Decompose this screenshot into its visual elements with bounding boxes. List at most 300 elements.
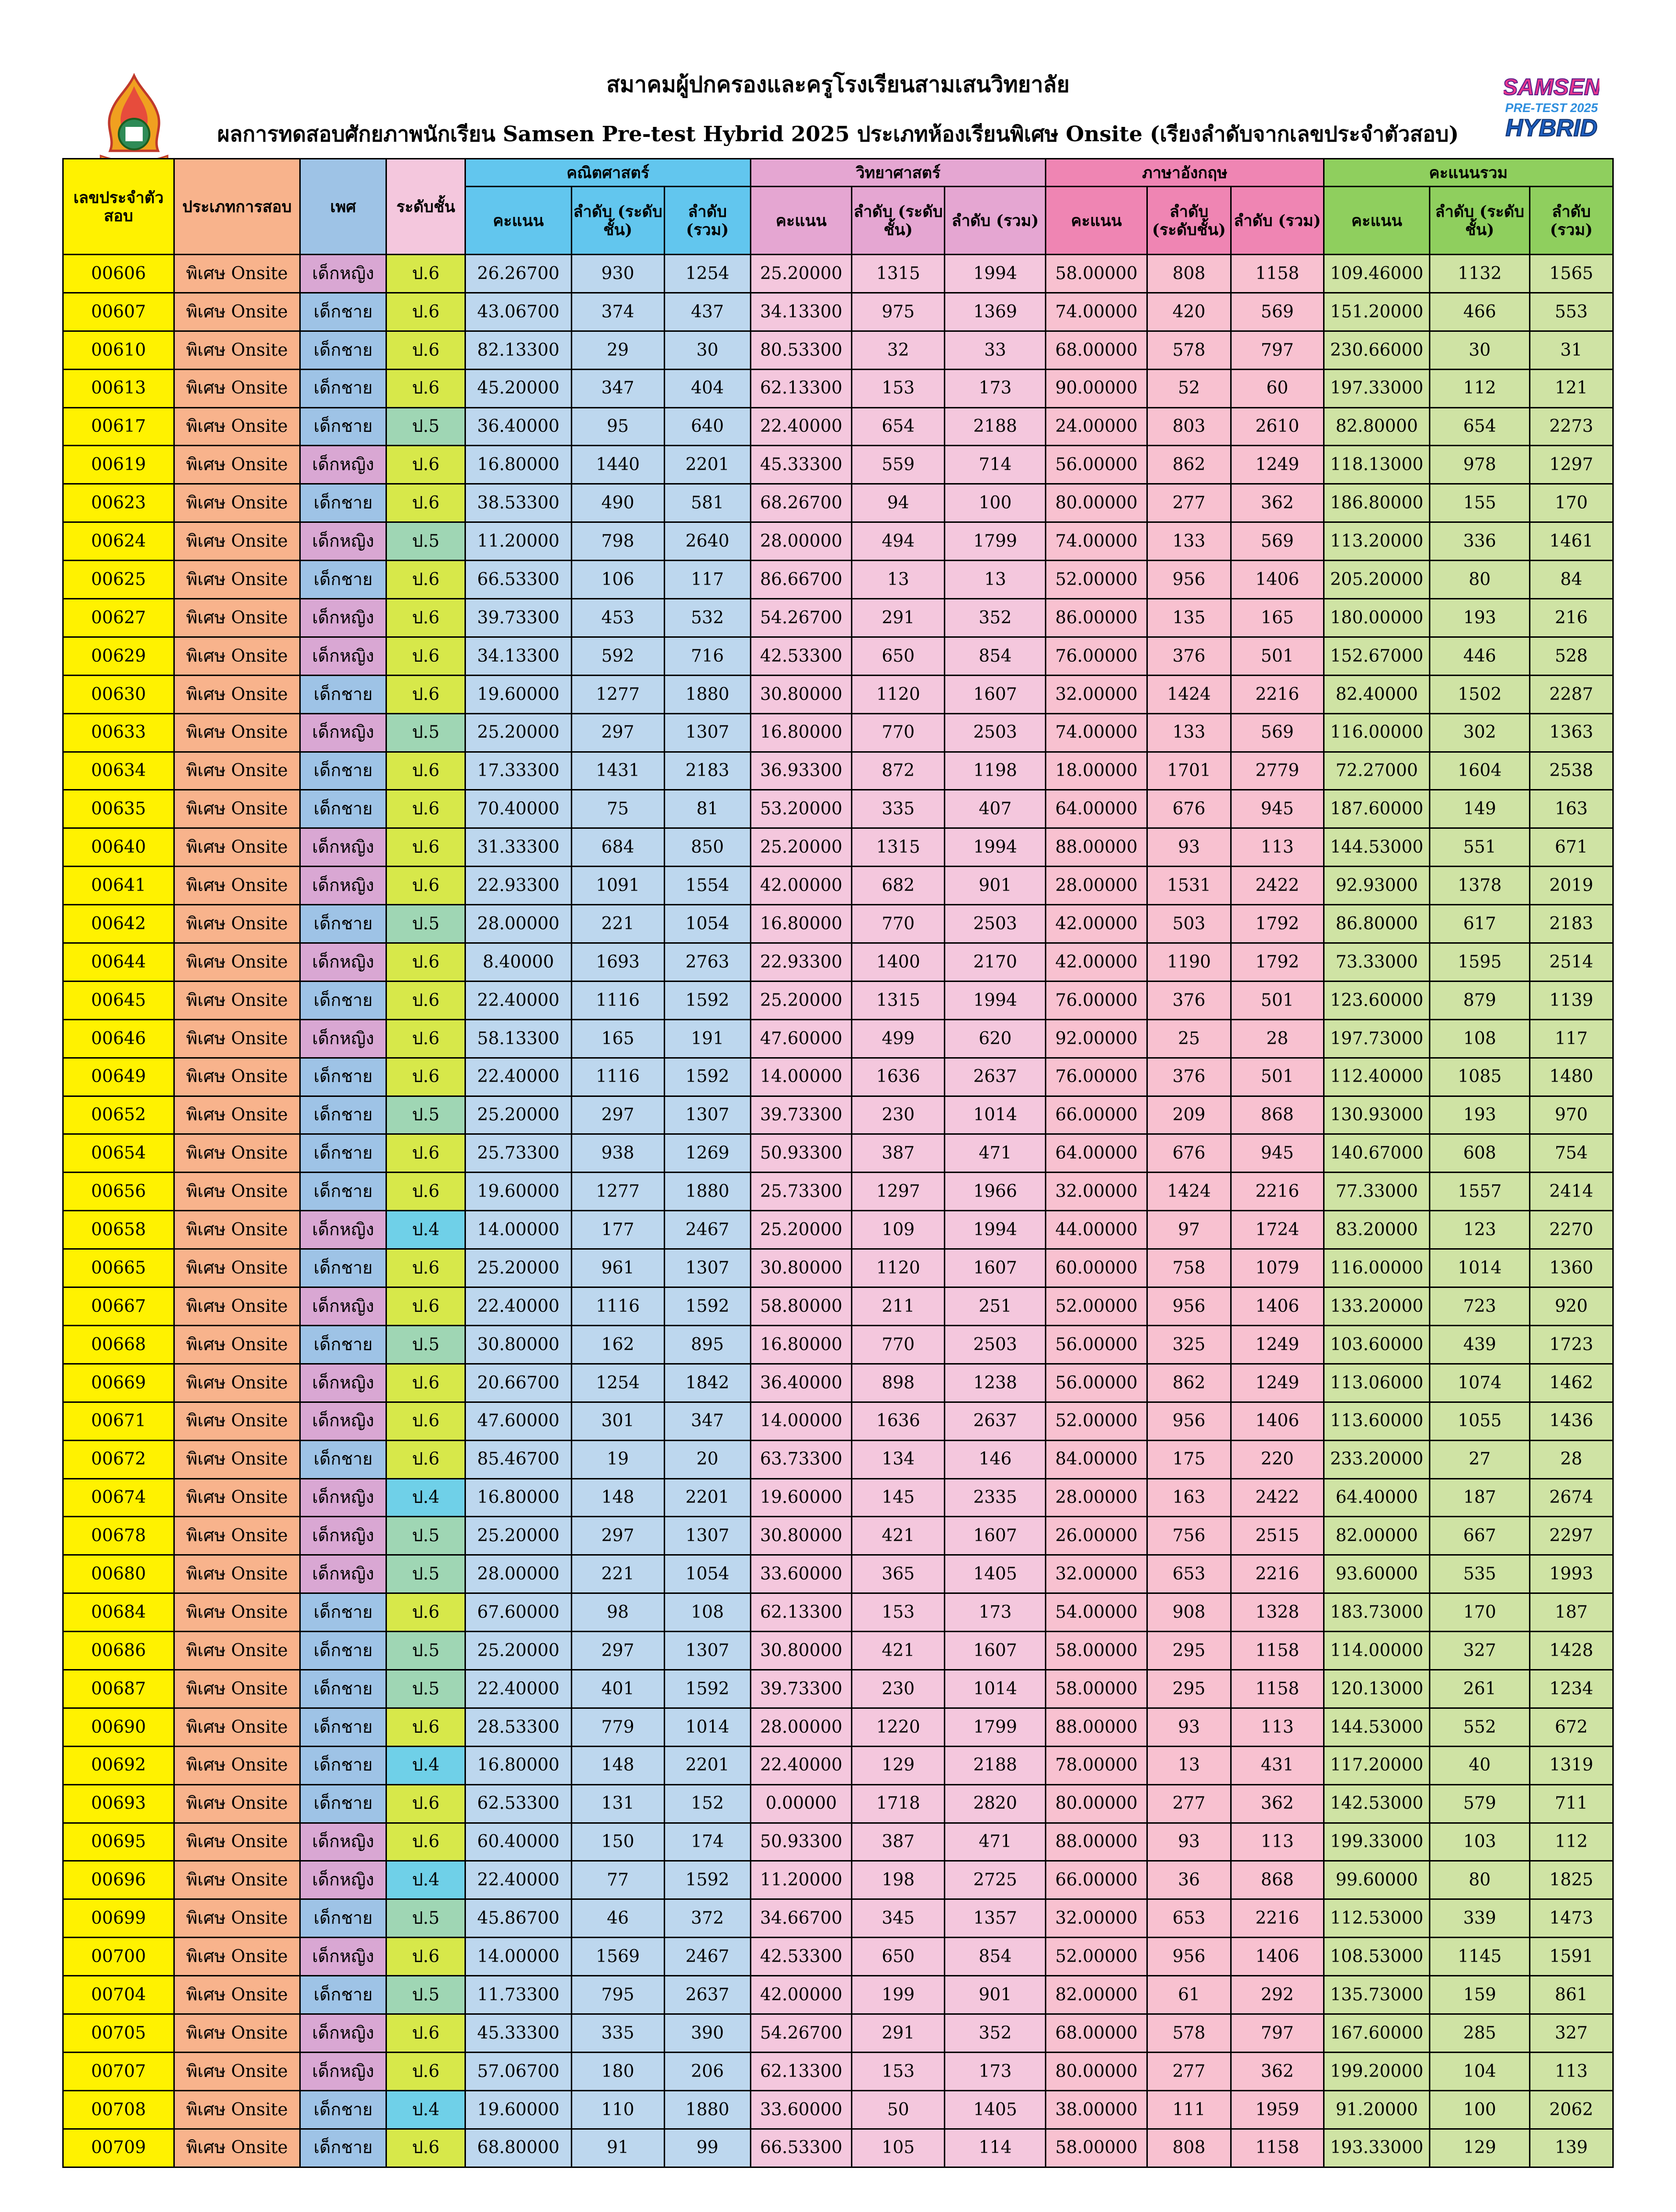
- cell-exam-type: พิเศษ Onsite: [174, 1402, 300, 1440]
- cell-total-rank-all: 2273: [1529, 407, 1613, 446]
- cell-exam-type: พิเศษ Onsite: [174, 1211, 300, 1249]
- cell-math-rank-all: 581: [664, 484, 750, 522]
- cell-exam-id: 00678: [63, 1517, 174, 1555]
- cell-science-rank-all: 1966: [945, 1173, 1046, 1211]
- cell-level: ป.4: [386, 1478, 465, 1517]
- cell-english-rank-level: 420: [1147, 293, 1231, 331]
- cell-exam-id: 00668: [63, 1325, 174, 1364]
- cell-exam-id: 00690: [63, 1708, 174, 1746]
- cell-math-rank-level: 684: [571, 828, 664, 867]
- cell-total-score: 152.67000: [1324, 637, 1430, 675]
- cell-english-score: 88.00000: [1046, 828, 1147, 867]
- cell-math-score: 25.73300: [465, 1134, 572, 1173]
- cell-english-rank-all: 797: [1231, 331, 1324, 369]
- cell-math-rank-level: 95: [571, 407, 664, 446]
- cell-total-score: 116.00000: [1324, 1249, 1430, 1287]
- cell-science-rank-all: 2503: [945, 713, 1046, 752]
- cell-total-rank-level: 667: [1430, 1517, 1529, 1555]
- cell-total-rank-level: 80: [1430, 561, 1529, 599]
- cell-total-score: 135.73000: [1324, 1976, 1430, 2014]
- cell-gender: เด็กชาย: [300, 1058, 386, 1096]
- cell-level: ป.5: [386, 1517, 465, 1555]
- cell-total-rank-all: 31: [1529, 331, 1613, 369]
- cell-science-rank-level: 153: [852, 2052, 945, 2090]
- cell-math-rank-all: 2467: [664, 1211, 750, 1249]
- table-row: [63, 484, 1613, 522]
- table-row: [63, 1555, 1613, 1593]
- cell-science-rank-all: 352: [945, 2014, 1046, 2052]
- cell-math-rank-all: 1554: [664, 867, 750, 905]
- cell-gender: เด็กชาย: [300, 1899, 386, 1938]
- cell-science-rank-level: 199: [852, 1976, 945, 2014]
- cell-level: ป.5: [386, 1096, 465, 1134]
- cell-english-score: 66.00000: [1046, 1861, 1147, 1899]
- cell-total-rank-all: 84: [1529, 561, 1613, 599]
- cell-gender: เด็กหญิง: [300, 1823, 386, 1861]
- cell-math-rank-all: 191: [664, 1019, 750, 1058]
- header-science: วิทยาศาสตร์: [750, 159, 1045, 187]
- cell-math-rank-level: 165: [571, 1019, 664, 1058]
- cell-math-score: 8.40000: [465, 943, 572, 982]
- cell-science-rank-level: 872: [852, 752, 945, 790]
- cell-total-score: 183.73000: [1324, 1593, 1430, 1632]
- cell-exam-id: 00617: [63, 407, 174, 446]
- cell-math-rank-all: 850: [664, 828, 750, 867]
- cell-gender: เด็กหญิง: [300, 1287, 386, 1326]
- cell-math-score: 28.00000: [465, 1555, 572, 1593]
- cell-gender: เด็กชาย: [300, 369, 386, 407]
- table-row: [63, 828, 1613, 867]
- cell-science-score: 28.00000: [750, 522, 851, 561]
- cell-science-rank-all: 471: [945, 1823, 1046, 1861]
- cell-total-score: 113.20000: [1324, 522, 1430, 561]
- header-math-rank-level: ลำดับ (ระดับชั้น): [571, 187, 664, 255]
- cell-math-rank-all: 1592: [664, 1058, 750, 1096]
- table-row: [63, 790, 1613, 828]
- cell-science-score: 50.93300: [750, 1134, 851, 1173]
- cell-math-rank-level: 1116: [571, 981, 664, 1019]
- header-english-rank-all: ลำดับ (รวม): [1231, 187, 1324, 255]
- cell-level: ป.6: [386, 2052, 465, 2090]
- cell-math-rank-level: 930: [571, 255, 664, 293]
- cell-math-rank-all: 206: [664, 2052, 750, 2090]
- cell-science-rank-all: 2820: [945, 1784, 1046, 1823]
- cell-total-rank-level: 104: [1430, 2052, 1529, 2090]
- cell-exam-id: 00671: [63, 1402, 174, 1440]
- cell-total-rank-level: 336: [1430, 522, 1529, 561]
- cell-exam-id: 00693: [63, 1784, 174, 1823]
- cell-science-rank-all: 2503: [945, 1325, 1046, 1364]
- cell-total-score: 151.20000: [1324, 293, 1430, 331]
- cell-exam-type: พิเศษ Onsite: [174, 369, 300, 407]
- cell-english-rank-all: 1724: [1231, 1211, 1324, 1249]
- cell-total-rank-level: 112: [1430, 369, 1529, 407]
- cell-total-score: 77.33000: [1324, 1173, 1430, 1211]
- table-row: [63, 675, 1613, 713]
- cell-math-rank-level: 592: [571, 637, 664, 675]
- cell-math-score: 62.53300: [465, 1784, 572, 1823]
- cell-total-score: 144.53000: [1324, 1708, 1430, 1746]
- cell-english-rank-all: 1158: [1231, 2129, 1324, 2167]
- cell-total-rank-level: 339: [1430, 1899, 1529, 1938]
- cell-math-rank-level: 490: [571, 484, 664, 522]
- cell-science-rank-all: 1607: [945, 675, 1046, 713]
- cell-english-score: 64.00000: [1046, 1134, 1147, 1173]
- cell-science-rank-level: 1315: [852, 255, 945, 293]
- cell-total-rank-all: 2297: [1529, 1517, 1613, 1555]
- cell-total-rank-all: 2514: [1529, 943, 1613, 982]
- cell-science-rank-level: 291: [852, 2014, 945, 2052]
- cell-exam-id: 00625: [63, 561, 174, 599]
- cell-total-rank-all: 112: [1529, 1823, 1613, 1861]
- cell-science-rank-level: 1718: [852, 1784, 945, 1823]
- cell-gender: เด็กชาย: [300, 675, 386, 713]
- cell-english-score: 68.00000: [1046, 331, 1147, 369]
- cell-total-score: 193.33000: [1324, 2129, 1430, 2167]
- cell-math-rank-all: 1592: [664, 1670, 750, 1708]
- cell-science-score: 66.53300: [750, 2129, 851, 2167]
- cell-english-rank-level: 862: [1147, 1364, 1231, 1402]
- cell-english-score: 58.00000: [1046, 1632, 1147, 1670]
- cell-level: ป.5: [386, 1325, 465, 1364]
- cell-level: ป.6: [386, 599, 465, 637]
- cell-science-score: 62.13300: [750, 1593, 851, 1632]
- cell-exam-id: 00687: [63, 1670, 174, 1708]
- cell-total-score: 117.20000: [1324, 1746, 1430, 1784]
- cell-math-score: 26.26700: [465, 255, 572, 293]
- cell-level: ป.6: [386, 1058, 465, 1096]
- cell-science-score: 42.00000: [750, 1976, 851, 2014]
- table-row: [63, 1670, 1613, 1708]
- cell-total-rank-all: 216: [1529, 599, 1613, 637]
- cell-exam-id: 00619: [63, 446, 174, 484]
- cell-exam-id: 00654: [63, 1134, 174, 1173]
- cell-total-score: 93.60000: [1324, 1555, 1430, 1593]
- table-row: [63, 1746, 1613, 1784]
- cell-math-score: 22.40000: [465, 1670, 572, 1708]
- cell-math-score: 17.33300: [465, 752, 572, 790]
- cell-english-score: 60.00000: [1046, 1249, 1147, 1287]
- cell-science-rank-level: 499: [852, 1019, 945, 1058]
- cell-math-score: 68.80000: [465, 2129, 572, 2167]
- cell-science-rank-level: 153: [852, 369, 945, 407]
- cell-english-score: 80.00000: [1046, 484, 1147, 522]
- cell-math-score: 22.40000: [465, 981, 572, 1019]
- cell-exam-id: 00627: [63, 599, 174, 637]
- cell-level: ป.6: [386, 293, 465, 331]
- cell-english-score: 52.00000: [1046, 1287, 1147, 1326]
- cell-exam-type: พิเศษ Onsite: [174, 1249, 300, 1287]
- cell-total-rank-all: 1297: [1529, 446, 1613, 484]
- cell-total-rank-all: 970: [1529, 1096, 1613, 1134]
- cell-level: ป.6: [386, 981, 465, 1019]
- cell-gender: เด็กหญิง: [300, 446, 386, 484]
- cell-english-score: 64.00000: [1046, 790, 1147, 828]
- cell-science-rank-level: 770: [852, 713, 945, 752]
- cell-exam-id: 00646: [63, 1019, 174, 1058]
- cell-science-rank-level: 559: [852, 446, 945, 484]
- cell-exam-type: พิเศษ Onsite: [174, 484, 300, 522]
- cell-science-rank-all: 901: [945, 1976, 1046, 2014]
- cell-science-score: 34.66700: [750, 1899, 851, 1938]
- cell-english-score: 44.00000: [1046, 1211, 1147, 1249]
- cell-english-rank-all: 1406: [1231, 561, 1324, 599]
- cell-math-rank-level: 75: [571, 790, 664, 828]
- cell-math-rank-level: 19: [571, 1440, 664, 1478]
- cell-english-rank-level: 325: [1147, 1325, 1231, 1364]
- cell-math-score: 19.60000: [465, 675, 572, 713]
- cell-science-rank-level: 230: [852, 1096, 945, 1134]
- cell-math-score: 45.33300: [465, 2014, 572, 2052]
- cell-science-rank-level: 13: [852, 561, 945, 599]
- cell-total-rank-level: 27: [1430, 1440, 1529, 1478]
- cell-english-rank-level: 578: [1147, 331, 1231, 369]
- cell-math-score: 25.20000: [465, 1096, 572, 1134]
- cell-exam-type: พิเศษ Onsite: [174, 790, 300, 828]
- cell-math-score: 58.13300: [465, 1019, 572, 1058]
- table-row: [63, 1058, 1613, 1096]
- cell-science-rank-level: 1120: [852, 1249, 945, 1287]
- cell-exam-type: พิเศษ Onsite: [174, 1478, 300, 1517]
- cell-exam-id: 00624: [63, 522, 174, 561]
- table-row: [63, 1478, 1613, 1517]
- cell-science-rank-level: 1315: [852, 828, 945, 867]
- header-exam-type: ประเภทการสอบ: [174, 159, 300, 255]
- cell-english-rank-level: 135: [1147, 599, 1231, 637]
- cell-exam-id: 00674: [63, 1478, 174, 1517]
- cell-math-rank-level: 795: [571, 1976, 664, 2014]
- cell-math-score: 47.60000: [465, 1402, 572, 1440]
- cell-exam-type: พิเศษ Onsite: [174, 1708, 300, 1746]
- cell-english-rank-level: 756: [1147, 1517, 1231, 1555]
- table-row: [63, 599, 1613, 637]
- cell-total-score: 83.20000: [1324, 1211, 1430, 1249]
- cell-english-score: 42.00000: [1046, 905, 1147, 943]
- cell-level: ป.6: [386, 369, 465, 407]
- cell-english-score: 74.00000: [1046, 293, 1147, 331]
- table-row: [63, 522, 1613, 561]
- cell-english-rank-level: 175: [1147, 1440, 1231, 1478]
- cell-exam-id: 00644: [63, 943, 174, 982]
- cell-gender: เด็กหญิง: [300, 1478, 386, 1517]
- cell-math-score: 25.20000: [465, 1517, 572, 1555]
- cell-math-rank-all: 1054: [664, 905, 750, 943]
- cell-english-rank-all: 2422: [1231, 867, 1324, 905]
- cell-english-score: 58.00000: [1046, 1670, 1147, 1708]
- cell-level: ป.5: [386, 407, 465, 446]
- cell-math-rank-level: 29: [571, 331, 664, 369]
- cell-science-rank-all: 2637: [945, 1402, 1046, 1440]
- cell-math-score: 16.80000: [465, 446, 572, 484]
- cell-english-rank-all: 2216: [1231, 675, 1324, 713]
- table-row: [63, 1019, 1613, 1058]
- cell-total-score: 113.60000: [1324, 1402, 1430, 1440]
- cell-english-rank-all: 1079: [1231, 1249, 1324, 1287]
- cell-science-score: 25.20000: [750, 981, 851, 1019]
- cell-english-rank-level: 1424: [1147, 675, 1231, 713]
- table-row: [63, 713, 1613, 752]
- cell-math-rank-level: 335: [571, 2014, 664, 2052]
- cell-math-rank-level: 162: [571, 1325, 664, 1364]
- cell-total-rank-level: 1595: [1430, 943, 1529, 982]
- table-row: [63, 1402, 1613, 1440]
- cell-science-rank-level: 494: [852, 522, 945, 561]
- cell-gender: เด็กหญิง: [300, 2014, 386, 2052]
- cell-math-rank-level: 1693: [571, 943, 664, 982]
- cell-english-rank-level: 676: [1147, 790, 1231, 828]
- cell-science-rank-all: 1799: [945, 1708, 1046, 1746]
- cell-exam-type: พิเศษ Onsite: [174, 1173, 300, 1211]
- cell-science-rank-all: 620: [945, 1019, 1046, 1058]
- cell-math-rank-all: 404: [664, 369, 750, 407]
- cell-total-score: 186.80000: [1324, 484, 1430, 522]
- cell-total-score: 197.73000: [1324, 1019, 1430, 1058]
- header-exam-id: เลขประจำตัว สอบ: [63, 159, 174, 255]
- cell-exam-type: พิเศษ Onsite: [174, 1861, 300, 1899]
- cell-total-rank-all: 1319: [1529, 1746, 1613, 1784]
- cell-science-score: 39.73300: [750, 1670, 851, 1708]
- cell-math-rank-level: 148: [571, 1746, 664, 1784]
- table-row: [63, 1096, 1613, 1134]
- cell-english-score: 92.00000: [1046, 1019, 1147, 1058]
- cell-science-rank-all: 1607: [945, 1517, 1046, 1555]
- cell-total-rank-all: 1234: [1529, 1670, 1613, 1708]
- cell-total-rank-level: 1378: [1430, 867, 1529, 905]
- cell-science-rank-level: 129: [852, 1746, 945, 1784]
- cell-total-score: 142.53000: [1324, 1784, 1430, 1823]
- cell-english-rank-level: 503: [1147, 905, 1231, 943]
- cell-exam-id: 00700: [63, 1938, 174, 1976]
- cell-english-rank-all: 1158: [1231, 255, 1324, 293]
- cell-exam-type: พิเศษ Onsite: [174, 981, 300, 1019]
- cell-total-rank-level: 40: [1430, 1746, 1529, 1784]
- cell-math-score: 30.80000: [465, 1325, 572, 1364]
- cell-english-rank-level: 376: [1147, 637, 1231, 675]
- cell-total-rank-level: 1132: [1430, 255, 1529, 293]
- cell-english-rank-all: 501: [1231, 981, 1324, 1019]
- table-row: [63, 407, 1613, 446]
- cell-total-rank-all: 1591: [1529, 1938, 1613, 1976]
- cell-english-rank-all: 1158: [1231, 1632, 1324, 1670]
- cell-total-score: 199.20000: [1324, 2052, 1430, 2090]
- cell-science-score: 16.80000: [750, 1325, 851, 1364]
- cell-science-rank-level: 291: [852, 599, 945, 637]
- cell-english-rank-all: 1792: [1231, 943, 1324, 982]
- cell-math-score: 39.73300: [465, 599, 572, 637]
- cell-level: ป.4: [386, 2090, 465, 2129]
- cell-science-rank-all: 1994: [945, 828, 1046, 867]
- cell-english-rank-level: 93: [1147, 828, 1231, 867]
- cell-math-rank-all: 174: [664, 1823, 750, 1861]
- cell-exam-id: 00686: [63, 1632, 174, 1670]
- cell-science-score: 34.13300: [750, 293, 851, 331]
- cell-gender: เด็กหญิง: [300, 1364, 386, 1402]
- cell-exam-type: พิเศษ Onsite: [174, 522, 300, 561]
- cell-math-rank-all: 2763: [664, 943, 750, 982]
- cell-science-rank-all: 854: [945, 637, 1046, 675]
- cell-level: ป.5: [386, 713, 465, 752]
- cell-total-rank-level: 155: [1430, 484, 1529, 522]
- cell-level: ป.5: [386, 1555, 465, 1593]
- cell-exam-id: 00684: [63, 1593, 174, 1632]
- page-subtitle: ผลการทดสอบศักยภาพนักเรียน Samsen Pre-test Hybrid 2025 ประเภทห้องเรียนพิเศษ Onsite (เรียงลำดับจากเลขประจำตัวสอบ): [217, 122, 1459, 147]
- cell-level: ป.6: [386, 1249, 465, 1287]
- cell-english-rank-all: 2422: [1231, 1478, 1324, 1517]
- cell-english-rank-level: 93: [1147, 1823, 1231, 1861]
- cell-math-rank-level: 98: [571, 1593, 664, 1632]
- cell-total-score: 112.40000: [1324, 1058, 1430, 1096]
- cell-exam-id: 00606: [63, 255, 174, 293]
- cell-english-score: 42.00000: [1046, 943, 1147, 982]
- cell-math-rank-level: 297: [571, 713, 664, 752]
- cell-total-rank-all: 163: [1529, 790, 1613, 828]
- table-row: [63, 867, 1613, 905]
- results-table: [62, 158, 1614, 2168]
- cell-total-rank-level: 1055: [1430, 1402, 1529, 1440]
- cell-science-rank-level: 134: [852, 1440, 945, 1478]
- cell-science-score: 14.00000: [750, 1402, 851, 1440]
- cell-science-rank-all: 407: [945, 790, 1046, 828]
- cell-science-rank-all: 1014: [945, 1670, 1046, 1708]
- table-row: [63, 1173, 1613, 1211]
- cell-gender: เด็กชาย: [300, 1173, 386, 1211]
- cell-total-score: 114.00000: [1324, 1632, 1430, 1670]
- cell-math-rank-level: 1116: [571, 1287, 664, 1326]
- cell-english-score: 78.00000: [1046, 1746, 1147, 1784]
- cell-math-rank-all: 108: [664, 1593, 750, 1632]
- cell-level: ป.6: [386, 790, 465, 828]
- cell-exam-type: พิเศษ Onsite: [174, 1632, 300, 1670]
- cell-science-rank-level: 421: [852, 1632, 945, 1670]
- cell-science-rank-all: 714: [945, 446, 1046, 484]
- cell-gender: เด็กหญิง: [300, 1402, 386, 1440]
- cell-level: ป.6: [386, 752, 465, 790]
- cell-math-score: 20.66700: [465, 1364, 572, 1402]
- cell-english-rank-level: 956: [1147, 561, 1231, 599]
- cell-exam-id: 00709: [63, 2129, 174, 2167]
- cell-english-rank-level: 97: [1147, 1211, 1231, 1249]
- cell-science-rank-level: 770: [852, 905, 945, 943]
- cell-total-score: 109.46000: [1324, 255, 1430, 293]
- cell-level: ป.6: [386, 446, 465, 484]
- cell-science-rank-all: 2725: [945, 1861, 1046, 1899]
- cell-math-score: 16.80000: [465, 1478, 572, 1517]
- cell-exam-id: 00610: [63, 331, 174, 369]
- cell-total-rank-level: 579: [1430, 1784, 1529, 1823]
- cell-level: ป.6: [386, 1173, 465, 1211]
- cell-science-score: 11.20000: [750, 1861, 851, 1899]
- cell-english-score: 32.00000: [1046, 1173, 1147, 1211]
- cell-math-rank-all: 532: [664, 599, 750, 637]
- cell-gender: เด็กชาย: [300, 1134, 386, 1173]
- cell-exam-type: พิเศษ Onsite: [174, 2090, 300, 2129]
- cell-total-rank-all: 1428: [1529, 1632, 1613, 1670]
- cell-english-score: 52.00000: [1046, 1938, 1147, 1976]
- cell-gender: เด็กหญิง: [300, 867, 386, 905]
- cell-gender: เด็กชาย: [300, 790, 386, 828]
- header-english-score: คะแนน: [1046, 187, 1147, 255]
- cell-math-rank-all: 2640: [664, 522, 750, 561]
- cell-math-rank-all: 1307: [664, 713, 750, 752]
- table-row: [63, 943, 1613, 982]
- cell-exam-id: 00633: [63, 713, 174, 752]
- cell-science-rank-all: 1607: [945, 1632, 1046, 1670]
- cell-total-rank-all: 1565: [1529, 255, 1613, 293]
- cell-level: ป.5: [386, 522, 465, 561]
- cell-gender: เด็กชาย: [300, 1746, 386, 1784]
- cell-math-rank-all: 716: [664, 637, 750, 675]
- cell-science-rank-level: 335: [852, 790, 945, 828]
